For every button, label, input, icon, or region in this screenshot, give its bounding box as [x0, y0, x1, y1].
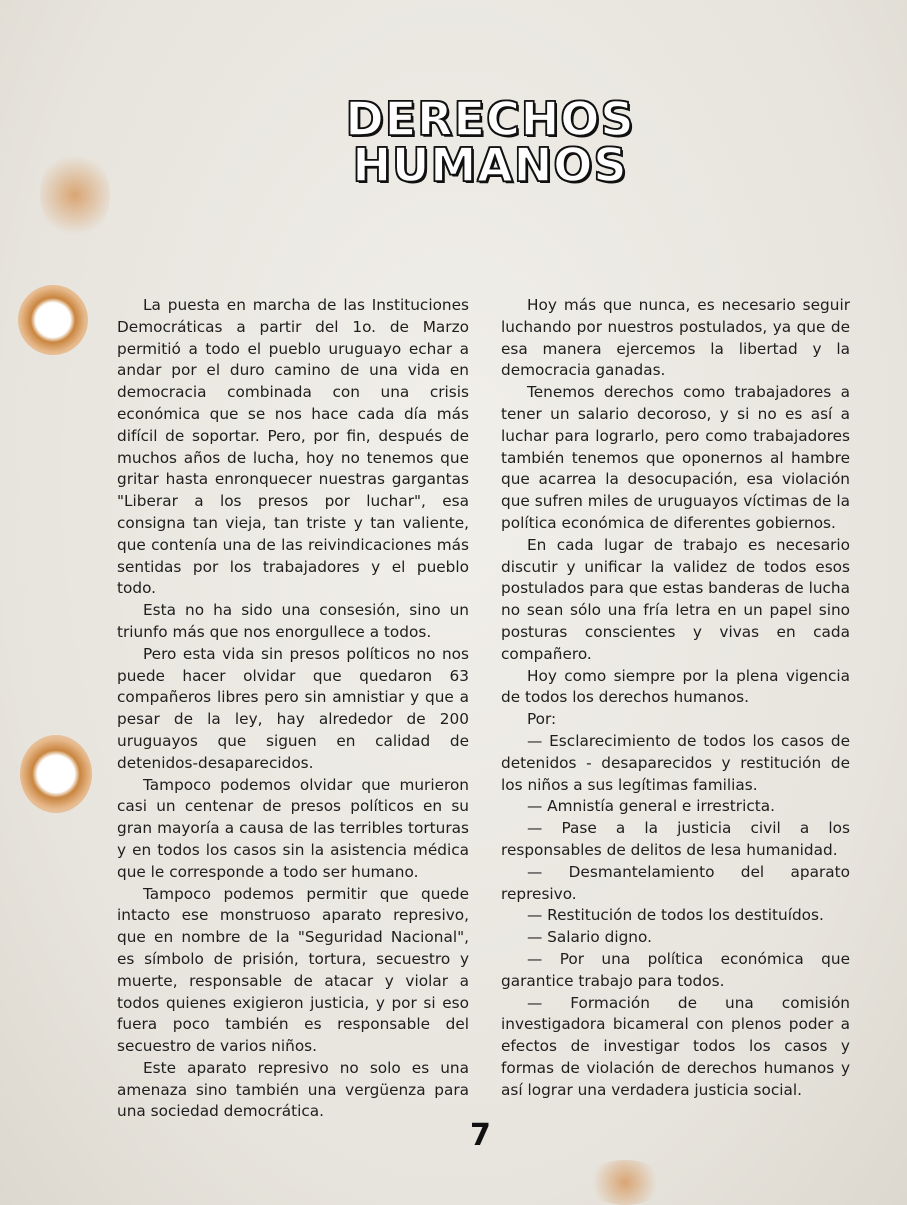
list-item: — Desmantelamiento del aparato represivo.: [501, 862, 850, 903]
burn-hole: [20, 735, 92, 813]
paragraph: Tampoco podemos permitir que quede intacto ese monstruoso aparato represivo, que en nombre de la "Seguridad Nacional", es símbolo de prisión, tortura, secuestro y muerte, responsable de atacar y violar a todos quienes exigieron justicia, y por si eso fuera poco también es responsable del secuestro de varios niños.: [117, 884, 469, 1056]
page-title: [300, 92, 680, 192]
list-item: — Pase a la justicia civil a los responsables de delitos de lesa humanidad.: [501, 819, 850, 859]
burn-stain: [40, 150, 110, 240]
paragraph: Hoy más que nunca, es necesario seguir luchando por nuestros postulados, ya que de esa manera ejercemos la libertad y la democracia ganadas.: [501, 296, 850, 380]
paragraph: Este aparato represivo no solo es una amenaza sino también una vergüenza para una sociedad democrática.: [117, 1058, 469, 1121]
right-column: [501, 295, 850, 1101]
burn-hole: [18, 285, 88, 355]
list-item: — Restitución de todos los destituídos.: [527, 906, 824, 925]
paragraph: La puesta en marcha de las Instituciones Democráticas a partir del 1o. de Marzo permitió a todo el pueblo uruguayo echar a andar por el duro camino de una vida en democracia combinada con una crisis económica que se nos hace cada día más difícil de soportar. Pero, por fin, después de muchos años de lucha, hoy no tenemos que gritar hasta enronquecer nuestras gargantas "Liberar a los presos por luchar", esa consigna tan vieja, tan triste y tan valiente, que contenía una de las reivindicaciones más sentidas por los trabajadores y el pueblo todo.: [117, 296, 469, 598]
title-line-1: DERECHOS: [345, 92, 635, 146]
title-line-2: HUMANOS: [352, 138, 628, 192]
paragraph: En cada lugar de trabajo es necesario discutir y unificar la validez de todos esos postulados para que estas banderas de lucha no sean sólo una fría letra en un papel sino posturas conscientes y vivas en cada compañero.: [501, 535, 850, 663]
list-item: — Por una política económica que garantice trabajo para todos.: [501, 949, 850, 990]
list-item: — Esclarecimiento de todos los casos de detenidos - desaparecidos y restitución de los niños a sus legítimas familias.: [501, 731, 850, 794]
paragraph: Hoy como siempre por la plena vigencia de todos los derechos humanos.: [501, 666, 850, 707]
list-item: — Amnistía general e irrestricta.: [527, 797, 775, 816]
paragraph: Tenemos derechos como trabajadores a tener un salario decoroso, y si no es así a luchar para lograrlo, pero como trabajadores también tenemos que oponernos al hambre que acarrea la desocupación, esa violación que sufren miles de uruguayos víctimas de la política económica de diferentes gobiernos.: [501, 383, 850, 532]
page-number: 7: [470, 1118, 491, 1153]
paragraph: Esta no ha sido una consesión, sino un triunfo más que nos enorgullece a todos.: [117, 601, 469, 641]
list-item: — Salario digno.: [527, 928, 652, 947]
paragraph: Pero esta vida sin presos políticos no nos puede hacer olvidar que quedaron 63 compañeros libres pero sin amnistiar y que a pesar de la ley, hay alrededor de 200 uruguayos que siguen en calidad de detenidos-desaparecidos.: [117, 644, 469, 772]
list-item: — Formación de una comisión investigadora bicameral con plenos poder a efectos de investigar todos los casos y formas de violación de derechos humanos y así lograr una verdadera justicia social.: [501, 993, 850, 1099]
left-column: [117, 295, 469, 1123]
paragraph: Por:: [527, 710, 557, 729]
paragraph: Tampoco podemos olvidar que murieron casi un centenar de presos políticos en su gran mayoría a causa de las terribles torturas y en todos los casos sin la asistencia médica que le corresponde a todo ser humano.: [117, 775, 469, 881]
burn-stain: [585, 1160, 665, 1205]
